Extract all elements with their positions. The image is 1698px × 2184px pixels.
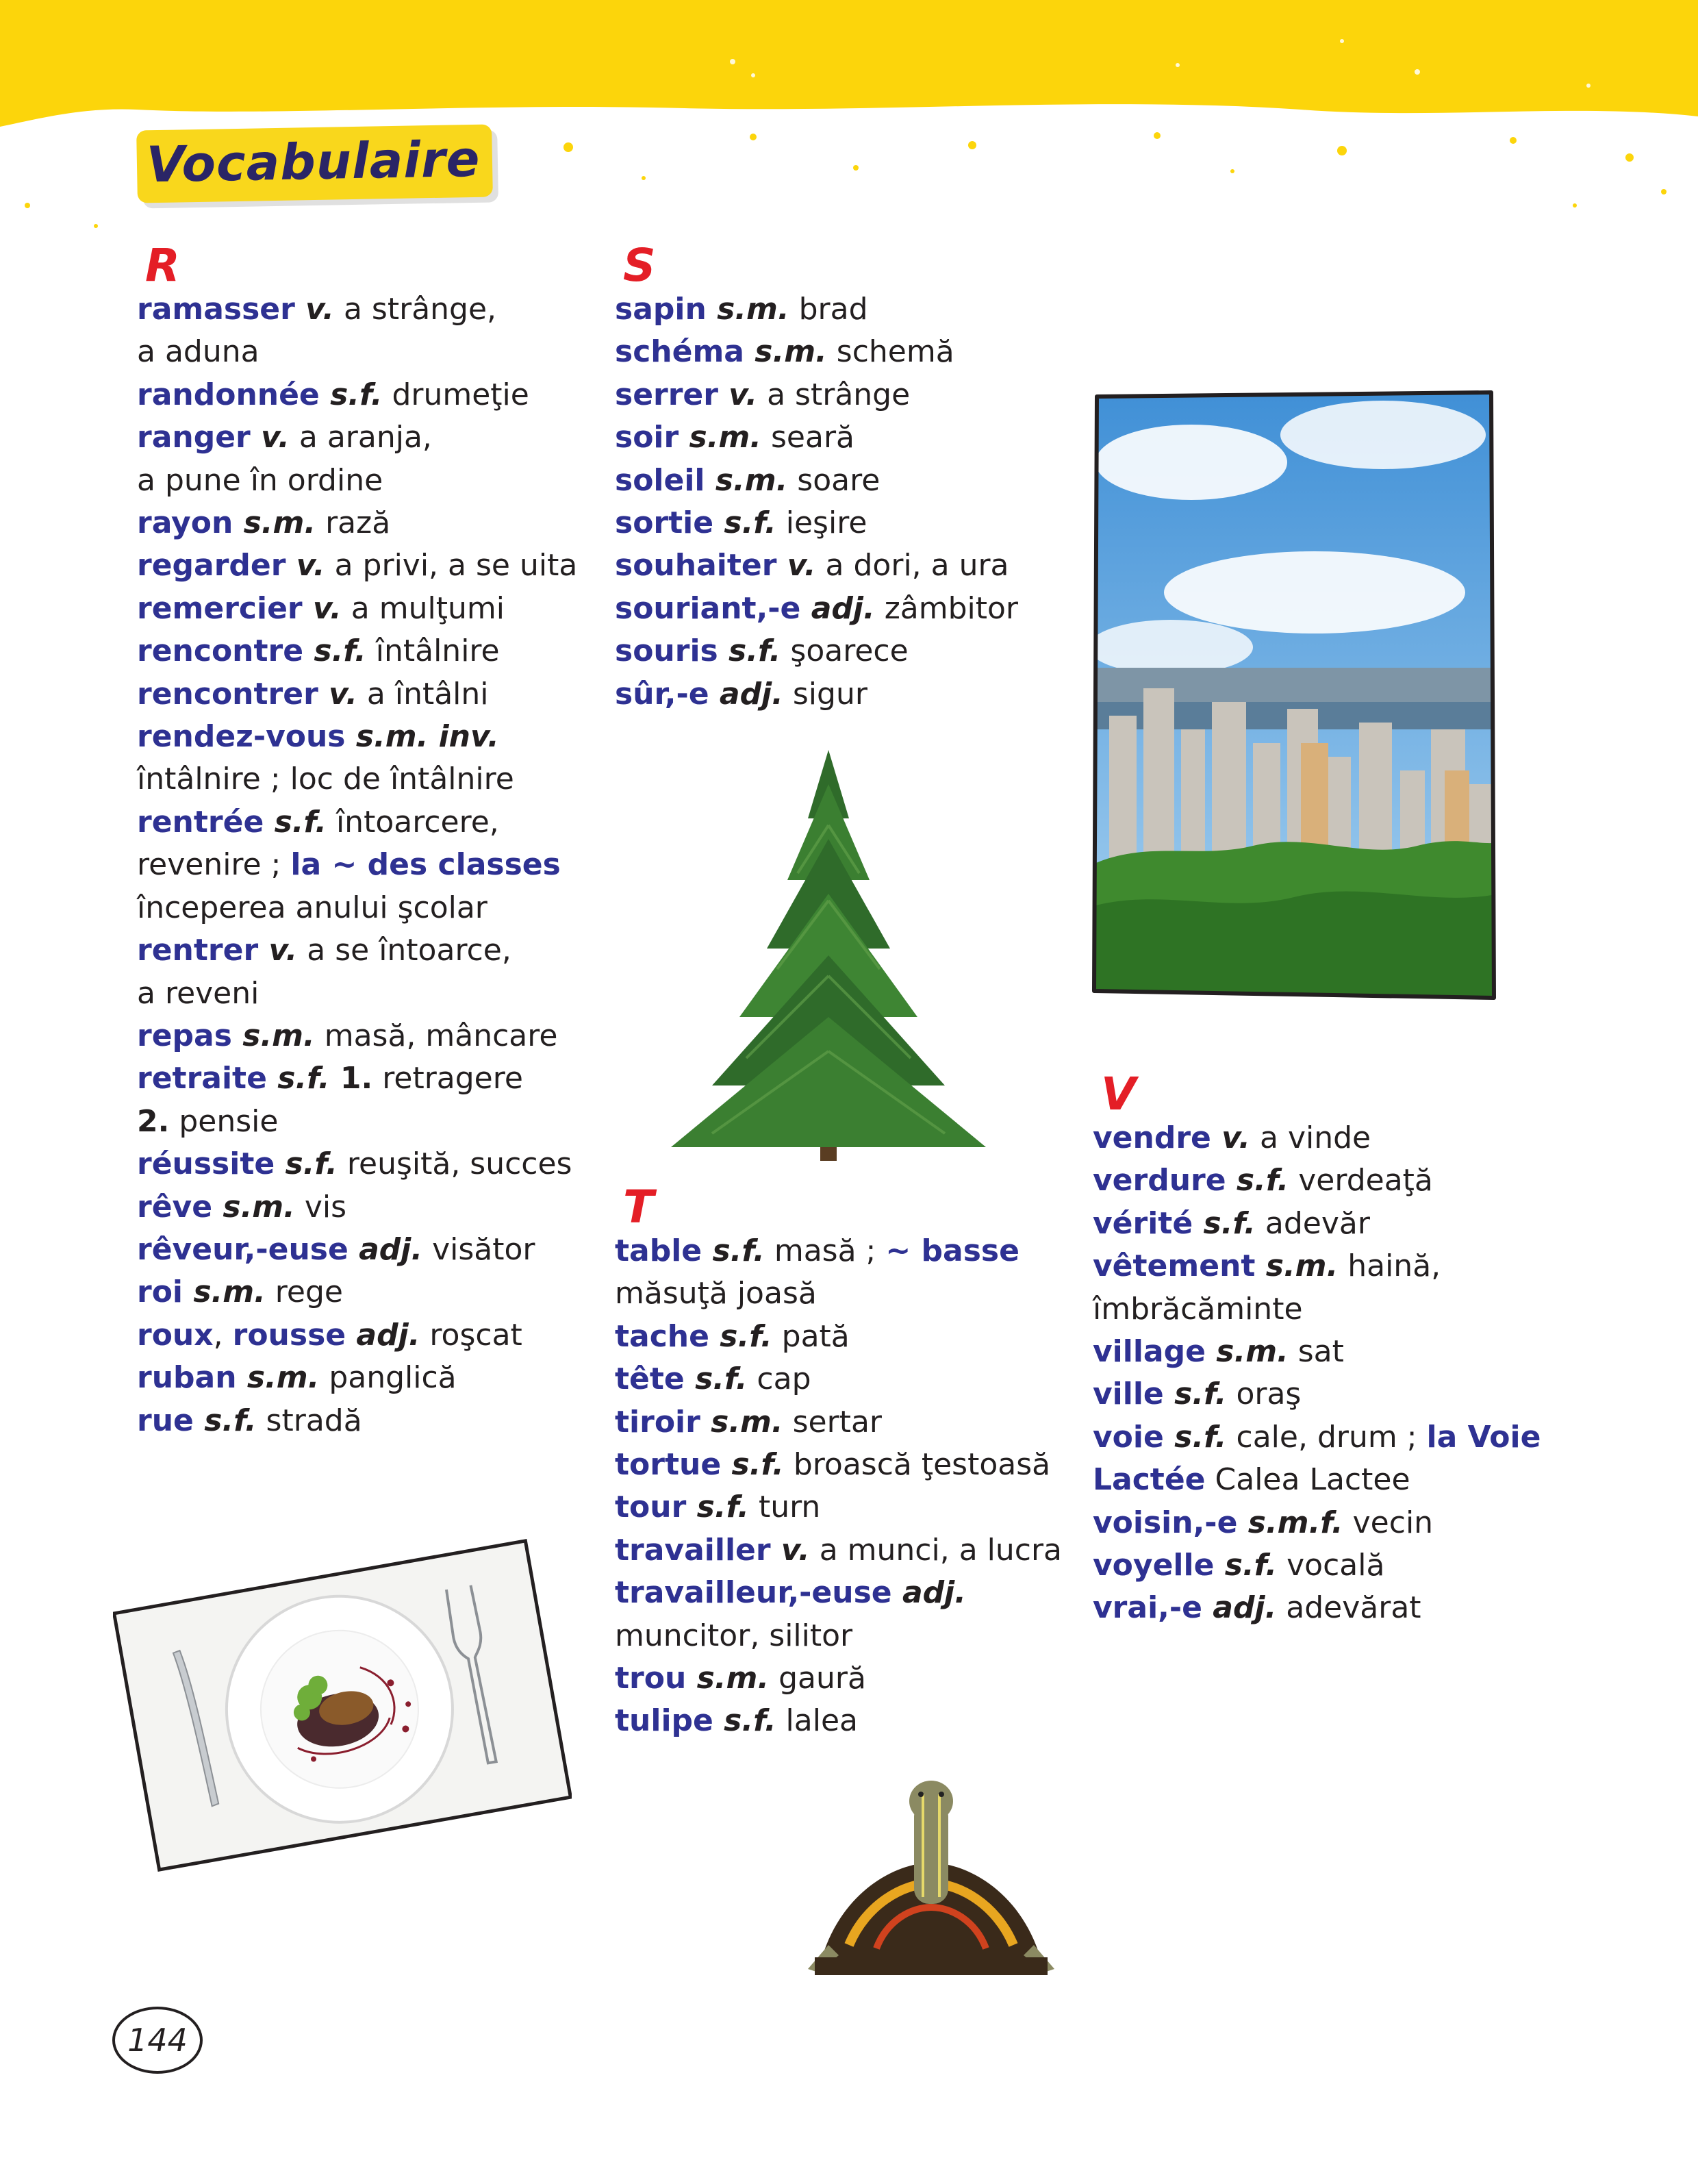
headword: rousse — [232, 1317, 346, 1353]
translation: roşcat — [420, 1317, 522, 1353]
entry-line — [615, 630, 1053, 673]
headword: schéma — [615, 334, 744, 370]
translation: măsuţă joasă — [615, 1276, 817, 1311]
grammar-tag: s.f. — [713, 505, 776, 541]
grammar-tag: s.f. — [264, 804, 327, 840]
headword: rayon — [137, 505, 233, 541]
headword: ranger — [137, 420, 251, 455]
translation: a reveni — [137, 975, 259, 1011]
entry-line — [137, 1101, 575, 1143]
grammar-tag: v. — [776, 548, 816, 583]
headword: verdure — [1093, 1163, 1226, 1198]
translation: drumeţie — [382, 377, 529, 412]
translation: broască ţestoasă — [783, 1447, 1051, 1483]
headword: rentrer — [137, 933, 259, 968]
headword: soleil — [615, 462, 705, 498]
section-r — [137, 239, 578, 1442]
section-letter-t: T — [623, 1181, 655, 1233]
translation: ieşire — [776, 505, 867, 541]
entry-line — [137, 716, 575, 758]
grammar-tag: s.f. — [1163, 1419, 1227, 1455]
headword: ville — [1093, 1377, 1164, 1412]
entry-line — [137, 801, 575, 844]
grammar-tag: adj. — [1202, 1590, 1277, 1626]
entry-line — [137, 374, 575, 416]
entry-line — [137, 1186, 575, 1229]
headword: sortie — [615, 505, 714, 541]
translation: adevăr — [1255, 1205, 1370, 1241]
grammar-tag: s.m. — [1255, 1248, 1339, 1284]
grammar-tag: s.m. inv. — [345, 719, 499, 755]
translation: a privi, a se uita — [325, 548, 578, 583]
grammar-tag: s.f. — [721, 1447, 784, 1483]
translation: întoarcere, — [326, 804, 499, 840]
grammar-tag: v. — [718, 377, 758, 412]
grammar-tag: s.f. — [684, 1361, 748, 1397]
entry-line — [615, 1230, 1053, 1272]
headword: rentrée — [137, 804, 264, 840]
page-number: 144 — [112, 2007, 203, 2074]
translation: rege — [265, 1275, 343, 1310]
entries-s — [615, 288, 1053, 716]
entry-line — [615, 1657, 1053, 1700]
translation: masă, mâncare — [314, 1018, 558, 1053]
grammar-tag: s.m. — [212, 1189, 295, 1225]
grammar-tag: s.f. — [193, 1403, 257, 1438]
headword: tour — [615, 1490, 687, 1525]
translation: , — [213, 1317, 233, 1353]
translation: gaură — [769, 1661, 866, 1696]
entry-line — [1093, 1203, 1572, 1245]
grammar-tag: s.f. — [686, 1490, 749, 1525]
grammar-tag: s.f. — [1226, 1163, 1289, 1198]
entry-line — [1093, 1587, 1572, 1629]
entry-line — [1093, 1245, 1572, 1288]
grammar-tag: v. — [318, 676, 357, 712]
translation: cale, drum ; — [1226, 1419, 1427, 1455]
translation: sat — [1288, 1334, 1344, 1370]
sense-number: 1. — [329, 1061, 373, 1096]
headword: souris — [615, 633, 718, 669]
entry-line — [137, 844, 575, 886]
entry-line — [615, 1700, 1053, 1742]
grammar-tag: adj. — [800, 590, 875, 626]
translation: schemă — [826, 334, 954, 370]
translation: a aranja, — [289, 420, 432, 455]
translation: vecin — [1343, 1505, 1434, 1540]
headword: travailler — [615, 1532, 771, 1568]
headword: roux — [137, 1317, 214, 1353]
grammar-tag: v. — [770, 1532, 810, 1568]
entry-line — [137, 416, 575, 459]
entry-line — [137, 1057, 575, 1100]
headword: vendre — [1093, 1120, 1211, 1155]
entry-line — [615, 1615, 1053, 1657]
entry-line — [137, 288, 575, 331]
translation: revenire ; — [137, 847, 291, 883]
entry-line — [137, 887, 575, 929]
grammar-tag: s.f. — [266, 1061, 330, 1096]
headword: tulipe — [615, 1703, 713, 1739]
headword: voisin,-e — [1093, 1505, 1238, 1540]
grammar-tag: s.m. — [700, 1404, 783, 1440]
entry-line — [1093, 1416, 1572, 1459]
headword: ~ basse — [885, 1233, 1019, 1268]
grammar-tag: s.m. — [236, 1360, 320, 1396]
entry-line — [615, 1316, 1053, 1358]
sapin-icon — [650, 743, 1006, 1168]
entry-line — [137, 630, 575, 673]
headword: tête — [615, 1361, 685, 1397]
grammar-tag: v. — [258, 933, 298, 968]
translation: a se întoarce, — [297, 933, 511, 968]
translation: întâlnire ; loc de întâlnire — [137, 762, 514, 797]
entry-line — [615, 1572, 1053, 1614]
grammar-tag: v. — [286, 548, 325, 583]
translation: reuşită, succes — [337, 1146, 572, 1182]
entry-line — [615, 460, 1053, 502]
grammar-tag: s.f. — [319, 377, 383, 412]
translation: rază — [316, 505, 391, 541]
entry-line — [615, 1486, 1053, 1529]
headword: retraite — [137, 1061, 267, 1096]
section-s — [615, 239, 1053, 716]
entry-line — [137, 1229, 575, 1271]
entry-line — [137, 673, 575, 716]
translation: panglică — [319, 1360, 457, 1396]
translation: visător — [422, 1231, 535, 1267]
entry-line — [137, 1357, 575, 1399]
translation: pată — [772, 1318, 850, 1354]
headword: remercier — [137, 590, 303, 626]
plate-dish-photo — [113, 1534, 572, 1877]
entry-line — [1093, 1331, 1572, 1373]
entry-line — [615, 1272, 1053, 1315]
headword: souhaiter — [615, 548, 777, 583]
section-letter-r: R — [145, 239, 180, 292]
grammar-tag: s.f. — [702, 1233, 765, 1268]
grammar-tag: s.f. — [1193, 1205, 1256, 1241]
entry-line — [137, 1271, 575, 1314]
entry-line — [137, 1015, 575, 1057]
entry-line — [137, 502, 575, 544]
translation: soare — [787, 462, 880, 498]
translation: a strânge, — [334, 292, 497, 327]
headword: table — [615, 1233, 702, 1268]
translation: oraş — [1226, 1377, 1302, 1412]
grammar-tag: s.m. — [686, 1661, 770, 1696]
grammar-tag: s.m. — [744, 334, 827, 370]
entry-line — [137, 331, 575, 373]
headword: tache — [615, 1318, 709, 1354]
entry-line — [1093, 1159, 1572, 1202]
translation: haină, — [1338, 1248, 1441, 1284]
headword: tiroir — [615, 1404, 700, 1440]
headword: rencontre — [137, 633, 304, 669]
headword: serrer — [615, 377, 718, 412]
translation: seară — [761, 420, 854, 455]
translation: sigur — [783, 676, 867, 712]
headword: réussite — [137, 1146, 275, 1182]
grammar-tag: v. — [1211, 1120, 1251, 1155]
translation: stradă — [256, 1403, 362, 1438]
entry-line — [137, 460, 575, 502]
grammar-tag: s.m. — [705, 462, 788, 498]
grammar-tag: s.m. — [183, 1275, 266, 1310]
grammar-tag: s.f. — [709, 1318, 772, 1354]
grammar-tag: s.f. — [713, 1703, 776, 1739]
headword: la ~ des classes — [290, 847, 561, 883]
translation: a mulţumi — [341, 590, 505, 626]
entry-line — [1093, 1288, 1572, 1331]
grammar-tag: s.f. — [275, 1146, 338, 1182]
grammar-tag: s.f. — [303, 633, 366, 669]
section-letter-v: V — [1101, 1068, 1137, 1120]
translation: a întâlni — [357, 676, 489, 712]
headword: Lactée — [1093, 1462, 1206, 1498]
translation: a strânge — [757, 377, 911, 412]
translation: turn — [748, 1490, 821, 1525]
grammar-tag: adj. — [346, 1317, 420, 1353]
entry-line — [1093, 1373, 1572, 1416]
headword: randonnée — [137, 377, 320, 412]
entry-line — [615, 1358, 1053, 1401]
translation: verdeaţă — [1289, 1163, 1433, 1198]
translation: vis — [294, 1189, 347, 1225]
entry-line — [137, 758, 575, 801]
headword: roi — [137, 1275, 183, 1310]
entries-r — [137, 288, 578, 1442]
headword: vrai,-e — [1093, 1590, 1202, 1626]
entry-line — [615, 1444, 1053, 1486]
translation: a dori, a ura — [815, 548, 1009, 583]
headword: vérité — [1093, 1205, 1193, 1241]
headword: sapin — [615, 292, 707, 327]
headword: trou — [615, 1661, 687, 1696]
headword: repas — [137, 1018, 232, 1053]
section-t — [615, 1181, 1062, 1743]
translation: şoarece — [781, 633, 909, 669]
sense-number: 2. — [137, 1103, 170, 1139]
section-v — [1093, 1068, 1572, 1630]
translation: masă ; — [764, 1233, 886, 1268]
translation: a aduna — [137, 334, 259, 370]
grammar-tag: s.m. — [1205, 1334, 1289, 1370]
translation: muncitor, silitor — [615, 1618, 853, 1653]
entry-line — [615, 416, 1053, 459]
grammar-tag: s.m. — [679, 420, 761, 455]
grammar-tag: v. — [250, 420, 290, 455]
entry-line — [1093, 1117, 1572, 1159]
entry-line — [137, 1314, 575, 1357]
entry-line — [1093, 1502, 1572, 1544]
entry-line — [137, 972, 575, 1015]
entry-line — [615, 544, 1053, 587]
entry-line — [1093, 1544, 1572, 1587]
entry-line — [137, 1143, 575, 1185]
grammar-tag: s.f. — [718, 633, 781, 669]
turtle-icon — [801, 1774, 1061, 1986]
headword: rêveur,-euse — [137, 1231, 349, 1267]
headword: rendez-vous — [137, 719, 346, 755]
grammar-tag: adj. — [348, 1231, 423, 1267]
entry-line — [615, 502, 1053, 544]
translation: cap — [747, 1361, 811, 1397]
translation: Calea Lactee — [1205, 1462, 1410, 1498]
section-letter-s: S — [623, 239, 656, 292]
headword: village — [1093, 1334, 1206, 1370]
translation: îmbrăcăminte — [1093, 1291, 1303, 1327]
headword: soir — [615, 420, 679, 455]
entry-line — [615, 288, 1053, 331]
translation: brad — [789, 292, 868, 327]
translation: a munci, a lucra — [809, 1532, 1062, 1568]
entry-line — [615, 374, 1053, 416]
page-title: Vocabulaire — [136, 124, 493, 203]
entry-line — [1093, 1459, 1572, 1501]
translation: lalea — [776, 1703, 858, 1739]
entry-line — [615, 331, 1053, 373]
grammar-tag: s.m. — [231, 1018, 315, 1053]
headword: vêtement — [1093, 1248, 1256, 1284]
headword: voie — [1093, 1419, 1164, 1455]
translation: a vinde — [1250, 1120, 1371, 1155]
entry-line — [137, 544, 578, 587]
translation: adevărat — [1276, 1590, 1421, 1626]
grammar-tag: v. — [294, 292, 334, 327]
translation: întâlnire — [366, 633, 500, 669]
headword: ruban — [137, 1360, 237, 1396]
headword: ramasser — [137, 292, 295, 327]
city-skyline-photo — [1089, 387, 1499, 1003]
translation: a pune în ordine — [137, 462, 383, 498]
translation: începerea anului şcolar — [137, 890, 487, 925]
grammar-tag: s.m. — [233, 505, 316, 541]
headword: rue — [137, 1403, 194, 1438]
headword: sûr,-e — [615, 676, 709, 712]
grammar-tag: s.m. — [706, 292, 789, 327]
grammar-tag: s.f. — [1163, 1377, 1227, 1412]
translation: sertar — [783, 1404, 882, 1440]
headword: souriant,-e — [615, 590, 801, 626]
entry-line — [615, 1529, 1062, 1572]
headword: rencontrer — [137, 676, 318, 712]
entry-line — [615, 1401, 1053, 1444]
grammar-tag: adj. — [709, 676, 783, 712]
headword: voyelle — [1093, 1548, 1215, 1583]
headword: travailleur,-euse — [615, 1575, 892, 1611]
grammar-tag: s.f. — [1214, 1548, 1278, 1583]
entry-line — [615, 673, 1053, 716]
translation: zâmbitor — [874, 590, 1019, 626]
grammar-tag: adj. — [891, 1575, 966, 1611]
translation: vocală — [1277, 1548, 1385, 1583]
entries-v — [1093, 1117, 1572, 1630]
headword: regarder — [137, 548, 286, 583]
entry-line — [615, 588, 1053, 630]
entry-line — [137, 929, 575, 972]
headword: tortue — [615, 1447, 722, 1483]
grammar-tag: s.m.f. — [1237, 1505, 1343, 1540]
entry-line — [137, 588, 575, 630]
headword: rêve — [137, 1189, 213, 1225]
entries-t — [615, 1230, 1062, 1743]
grammar-tag: v. — [302, 590, 342, 626]
translation: pensie — [169, 1103, 279, 1139]
entry-line — [137, 1400, 575, 1442]
translation: retragere — [372, 1061, 523, 1096]
headword: la Voie — [1426, 1419, 1541, 1455]
